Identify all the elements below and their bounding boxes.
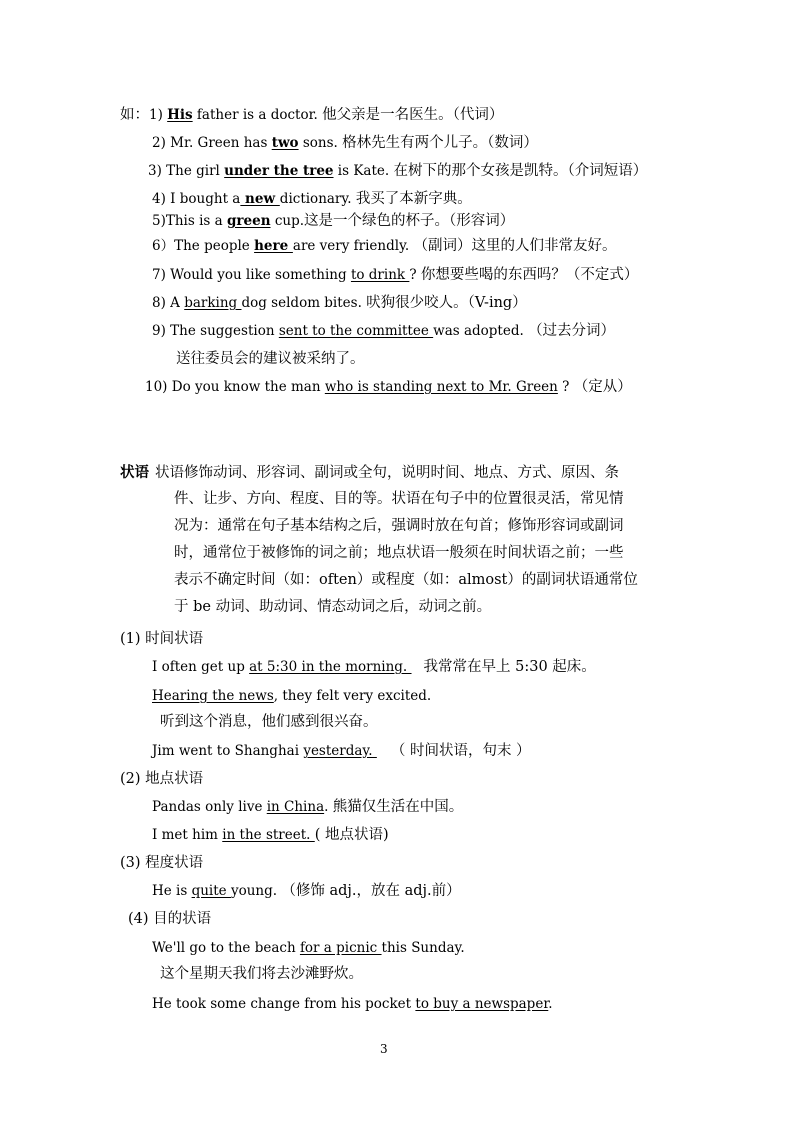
example-6: 6）The people here are very friendly. （副词）这里的人们非常友好。 [152,238,617,254]
time-example-2: Hearing the news, they felt very excited. [152,688,432,704]
adverbial-paragraph: 件、让步、方向、程度、目的等。状语在句子中的位置很灵活，常见情 况为：通常在句子基本结构之后，强调时放在句首；修饰形容词或副词 时，通常位于被修饰的词之前；地点状语一般须在时间状语之前；一些 表示不确定时间（如：often）或程度（如：almost）的副词状语通常位 于 be 动词、助动词、情态动词之后，动词之前。 [174,491,638,615]
example-4: 4) I bought a new dictionary. 我买了本新字典。 [152,191,472,207]
example-9-translation: 送往委员会的建议被采纳了。 [176,351,365,367]
time-example-1: I often get up at 5:30 in the morning. 我常常在早上 5:30 起床。 [152,659,596,675]
purpose-example-2: He took some change from his pocket to buy a newspaper. [152,996,553,1012]
adverbial-heading: 状语 [120,464,149,481]
section-place-title: (2) 地点状语 [120,771,204,787]
time-example-2-translation: 听到这个消息，他们感到很兴奋。 [160,714,378,730]
adverbial-first-line: 状语 状语修饰动词、形容词、副词或全句，说明时间、地点、方式、原因、条 [120,464,619,481]
example-2: 2) Mr. Green has two sons. 格林先生有两个儿子。（数词） [152,135,538,151]
purpose-example-1-translation: 这个星期天我们将去沙滩野炊。 [160,966,363,982]
degree-example-1: He is quite young. （修饰 adj.，放在 adj.前） [152,883,461,899]
section-time-title: (1) 时间状语 [120,631,204,647]
example-1: 如：1) His father is a doctor. 他父亲是一名医生。（代词） [120,107,504,123]
purpose-example-1: We'll go to the beach for a picnic this Sunday. [152,940,465,956]
example-8: 8) A barking dog seldom bites. 吠狗很少咬人。（V-ing） [152,295,527,311]
example-10: 10) Do you know the man who is standing next to Mr. Green ? （定从） [145,379,632,395]
example-3: 3) The girl under the tree is Kate. 在树下的那个女孩是凯特。（介词短语） [148,163,648,179]
example-5: 5)This is a green cup.这是一个绿色的杯子。（形容词） [152,213,515,229]
section-degree-title: (3) 程度状语 [120,855,204,871]
page-number: 3 [380,1042,388,1056]
example-7: 7) Would you like something to drink ? 你想要些喝的东西吗？（不定式） [152,267,639,283]
place-example-2: I met him in the street. ( 地点状语) [152,827,389,843]
example-9: 9) The suggestion sent to the committee was adopted. （过去分词） [152,323,616,339]
time-example-3: Jim went to Shanghai yesterday. （ 时间状语，句末 ） [152,743,531,759]
place-example-1: Pandas only live in China. 熊猫仅生活在中国。 [152,799,464,815]
section-purpose-title: (4) 目的状语 [128,911,212,927]
